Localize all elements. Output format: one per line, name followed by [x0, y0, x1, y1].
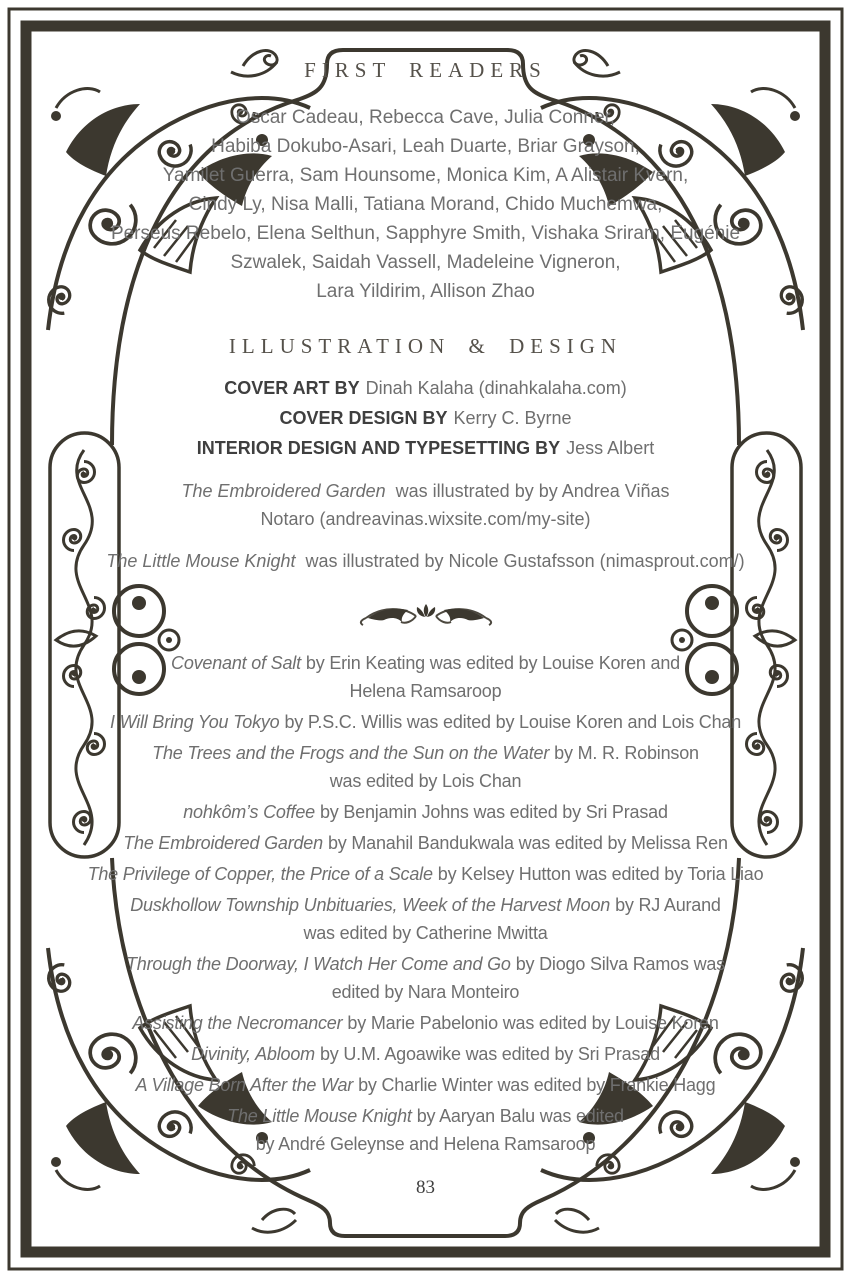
work-title: nohkôm’s Coffee	[183, 802, 315, 822]
edited-work-entry	[70, 1071, 781, 1099]
credit-person-name: Kerry C. Byrne	[453, 408, 572, 428]
first-readers-heading: FIRST READERS	[304, 58, 547, 82]
work-editing-credit: by Kelsey Hutton was edited by Toria Liao	[437, 864, 764, 884]
work-editing-credit: by Aaryan Balu was edited	[416, 1106, 624, 1126]
work-title: Covenant of Salt	[171, 653, 301, 673]
edited-work-entry	[70, 1102, 781, 1158]
work-title: The Little Mouse Knight	[227, 1106, 412, 1126]
work-editing-credit: by M. R. Robinson	[554, 743, 699, 763]
illustration-design-heading: ILLUSTRATION & DESIGN	[228, 334, 623, 358]
edited-works-list	[70, 649, 781, 1158]
illustrated-work-entry	[70, 547, 781, 575]
work-editing-credit: by Benjamin Johns was edited by Sri Prasad	[319, 802, 668, 822]
work-editing-credit-second-line: was edited by Catherine Mwitta	[303, 923, 548, 943]
center-trefoil	[423, 604, 428, 617]
work-credit-text: was illustrated by Nicole Gustafsson (nimasprout.com/)	[300, 551, 745, 571]
edited-work-entry	[70, 1040, 781, 1068]
name-line: Oscar Cadeau, Rebecca Cave, Julia Conner,	[235, 107, 616, 128]
name-line: Perseus Rebelo, Elena Selthun, Sapphyre Smith, Vishaka Sriram, Eugénie	[110, 223, 741, 244]
edited-work-entry	[70, 829, 781, 857]
credit-role-label: COVER ART BY	[224, 378, 360, 398]
design-credit-list	[70, 373, 781, 463]
work-title: The Privilege of Copper, the Price of a Scale	[87, 864, 433, 884]
work-title: Through the Doorway, I Watch Her Come and Go	[125, 954, 511, 974]
work-editing-credit: by Erin Keating was edited by Louise Koren and	[305, 653, 680, 673]
edited-work-entry	[70, 739, 781, 795]
work-editing-credit-second-line: edited by Nara Monteiro	[331, 982, 520, 1002]
work-title: Divinity, Abloom	[191, 1044, 315, 1064]
work-editing-credit: by Charlie Winter was edited by Frankie Hagg	[358, 1075, 716, 1095]
design-credit-line	[70, 373, 781, 403]
name-line: Yamilet Guerra, Sam Hounsome, Monica Kim, A Alistair Kvern,	[162, 165, 689, 186]
name-line: Szwalek, Saidah Vassell, Madeleine Vigneron,	[230, 252, 621, 273]
work-editing-credit: by Marie Pabelonio was edited by Louise Koren	[347, 1013, 719, 1033]
credit-person-name: Dinah Kalaha (dinahkalaha.com)	[365, 378, 627, 398]
work-editing-credit: by Manahil Bandukwala was edited by Melissa Ren	[327, 833, 728, 853]
work-editing-credit: by RJ Aurand	[615, 895, 721, 915]
work-credit-text: was illustrated by by Andrea Viñas	[390, 481, 670, 501]
credit-role-label: INTERIOR DESIGN AND TYPESETTING BY	[196, 438, 561, 458]
edited-work-entry	[70, 649, 781, 705]
name-line: Lara Yildirim, Allison Zhao	[316, 281, 535, 302]
design-credit-line	[70, 403, 781, 433]
work-title: Duskhollow Township Unbituaries, Week of the Harvest Moon	[130, 895, 611, 915]
work-editing-credit: by P.S.C. Willis was edited by Louise Koren and Lois Chan	[284, 712, 742, 732]
edited-work-entry	[70, 860, 781, 888]
page-number: 83	[416, 1177, 435, 1198]
work-editing-credit-second-line: Helena Ramsaroop	[349, 681, 502, 701]
work-title: A Village Born After the War	[135, 1075, 354, 1095]
first-readers-name-list	[70, 103, 781, 306]
edited-work-entry	[70, 950, 781, 1006]
work-editing-credit-second-line: was edited by Lois Chan	[329, 771, 522, 791]
work-title: Assisting the Necromancer	[132, 1013, 343, 1033]
page-content	[70, 58, 781, 1161]
credit-role-label: COVER DESIGN BY	[279, 408, 448, 428]
design-credit-line	[70, 433, 781, 463]
credit-person-name: Jess Albert	[566, 438, 655, 458]
work-title: The Little Mouse Knight	[106, 551, 296, 571]
name-line: Cindy Ly, Nisa Malli, Tatiana Morand, Chido Muchemwa,	[188, 194, 663, 215]
illustrated-work-entry	[70, 477, 781, 533]
illustrated-works-list	[70, 477, 781, 575]
work-title: The Embroidered Garden	[123, 833, 323, 853]
edited-work-entry	[70, 891, 781, 947]
work-editing-credit: by Diogo Silva Ramos was	[515, 954, 725, 974]
fleuron-separator	[70, 599, 781, 629]
edited-work-entry	[70, 708, 781, 736]
name-line: Habiba Dokubo-Asari, Leah Duarte, Briar Grayson,	[211, 136, 640, 157]
work-title: The Embroidered Garden	[181, 481, 386, 501]
frond-ornament	[360, 609, 415, 625]
edited-work-entry	[70, 798, 781, 826]
edited-work-entry	[70, 1009, 781, 1037]
work-editing-credit-second-line: by André Geleynse and Helena Ramsaroop	[255, 1134, 596, 1154]
work-credit-second-line: Notaro (andreavinas.wixsite.com/my-site)	[260, 509, 591, 529]
work-title: I Will Bring You Tokyo	[109, 712, 280, 732]
work-editing-credit: by U.M. Agoawike was edited by Sri Prasad	[319, 1044, 660, 1064]
work-title: The Trees and the Frogs and the Sun on the Water	[152, 743, 550, 763]
